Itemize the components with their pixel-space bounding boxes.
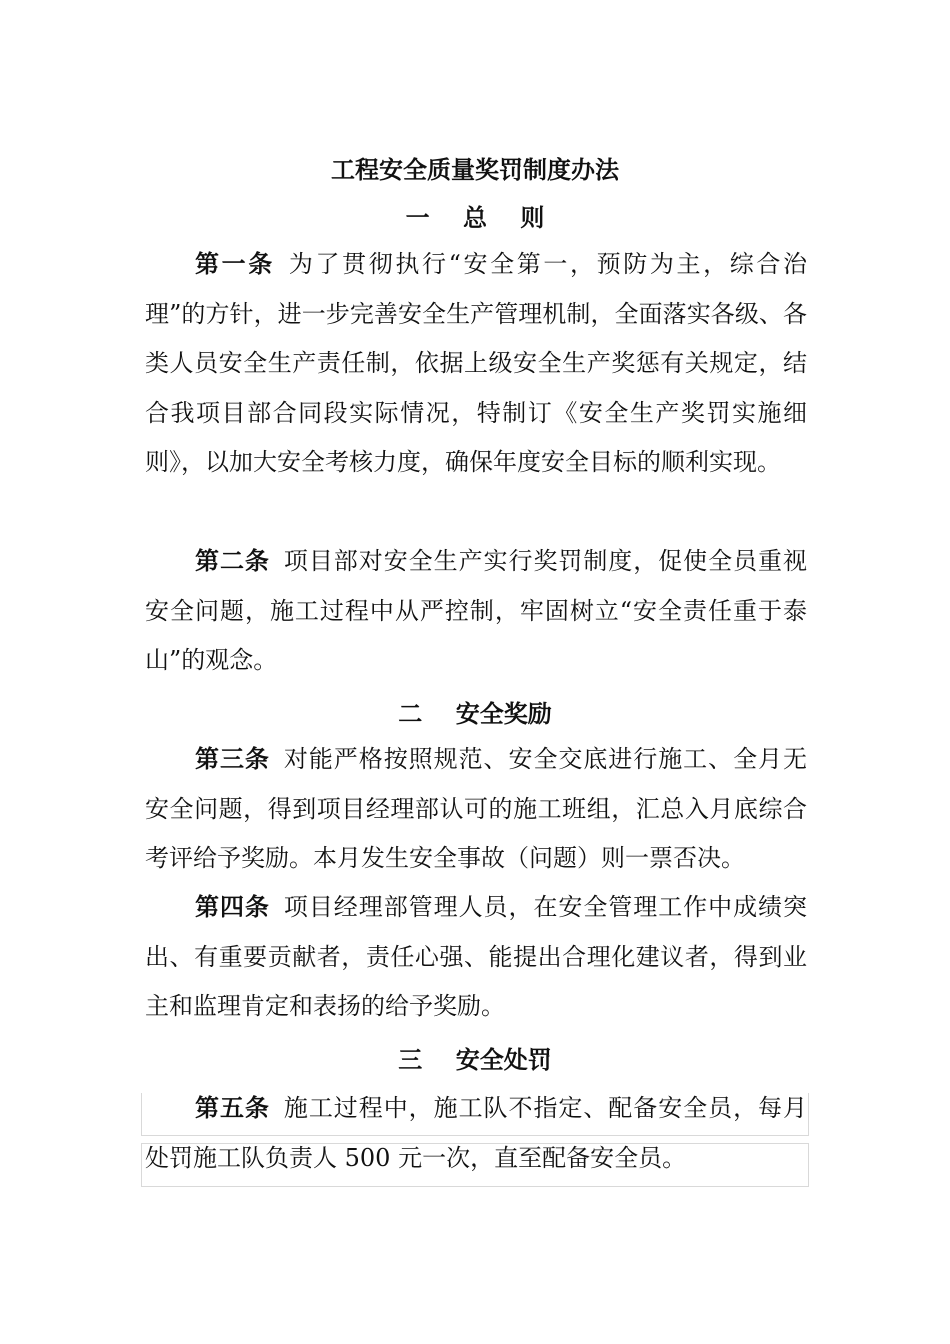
article-label: 第四条	[195, 892, 270, 921]
article-label: 第五条	[195, 1093, 270, 1122]
article-text: 对能严格按照规范、安全交底进行施工、全月无安全问题，得到项目经理部认可的施工班组，汇总入月底综合考评给予奖励。本月发生安全事故（问题）则一票否决。	[145, 745, 808, 872]
article-text: 施工过程中，施工队不指定、配备安全员，每月处罚施工队负责人 500 元一次，直至配备安全员。	[145, 1094, 808, 1172]
article-text: 项目部对安全生产实行奖罚制度，促使全员重视安全问题，施工过程中从严控制，牢固树立“安全责任重于泰山”的观念。	[145, 547, 808, 674]
article-text: 项目经理部管理人员，在安全管理工作中成绩突出、有重要贡献者，责任心强、能提出合理化建议者，得到业主和监理肯定和表扬的给予奖励。	[145, 893, 808, 1020]
section-heading-penalty: 三 安全处罚	[398, 1045, 552, 1074]
article-5	[145, 1083, 807, 1183]
document-title: 工程安全质量奖罚制度办法	[331, 155, 619, 184]
section-heading-general: 一 总 则	[405, 203, 545, 232]
article-text: 为了贯彻执行“安全第一，预防为主，综合治理”的方针，进一步完善安全生产管理机制，全面落实各级、各类人员安全生产责任制，依据上级安全生产奖惩有关规定，结合我项目部合同段实际情况，特制订《安全生产奖罚实施细则》，以加大安全考核力度，确保年度安全目标的顺利实现。	[145, 250, 807, 476]
article-label: 第一条	[195, 249, 275, 278]
article-2	[145, 536, 807, 686]
section-heading-reward: 二 安全奖励	[398, 699, 552, 728]
article-4	[145, 882, 807, 1032]
article-3	[145, 734, 807, 884]
article-label: 第二条	[195, 546, 270, 575]
article-1	[145, 239, 807, 488]
article-label: 第三条	[195, 744, 270, 773]
